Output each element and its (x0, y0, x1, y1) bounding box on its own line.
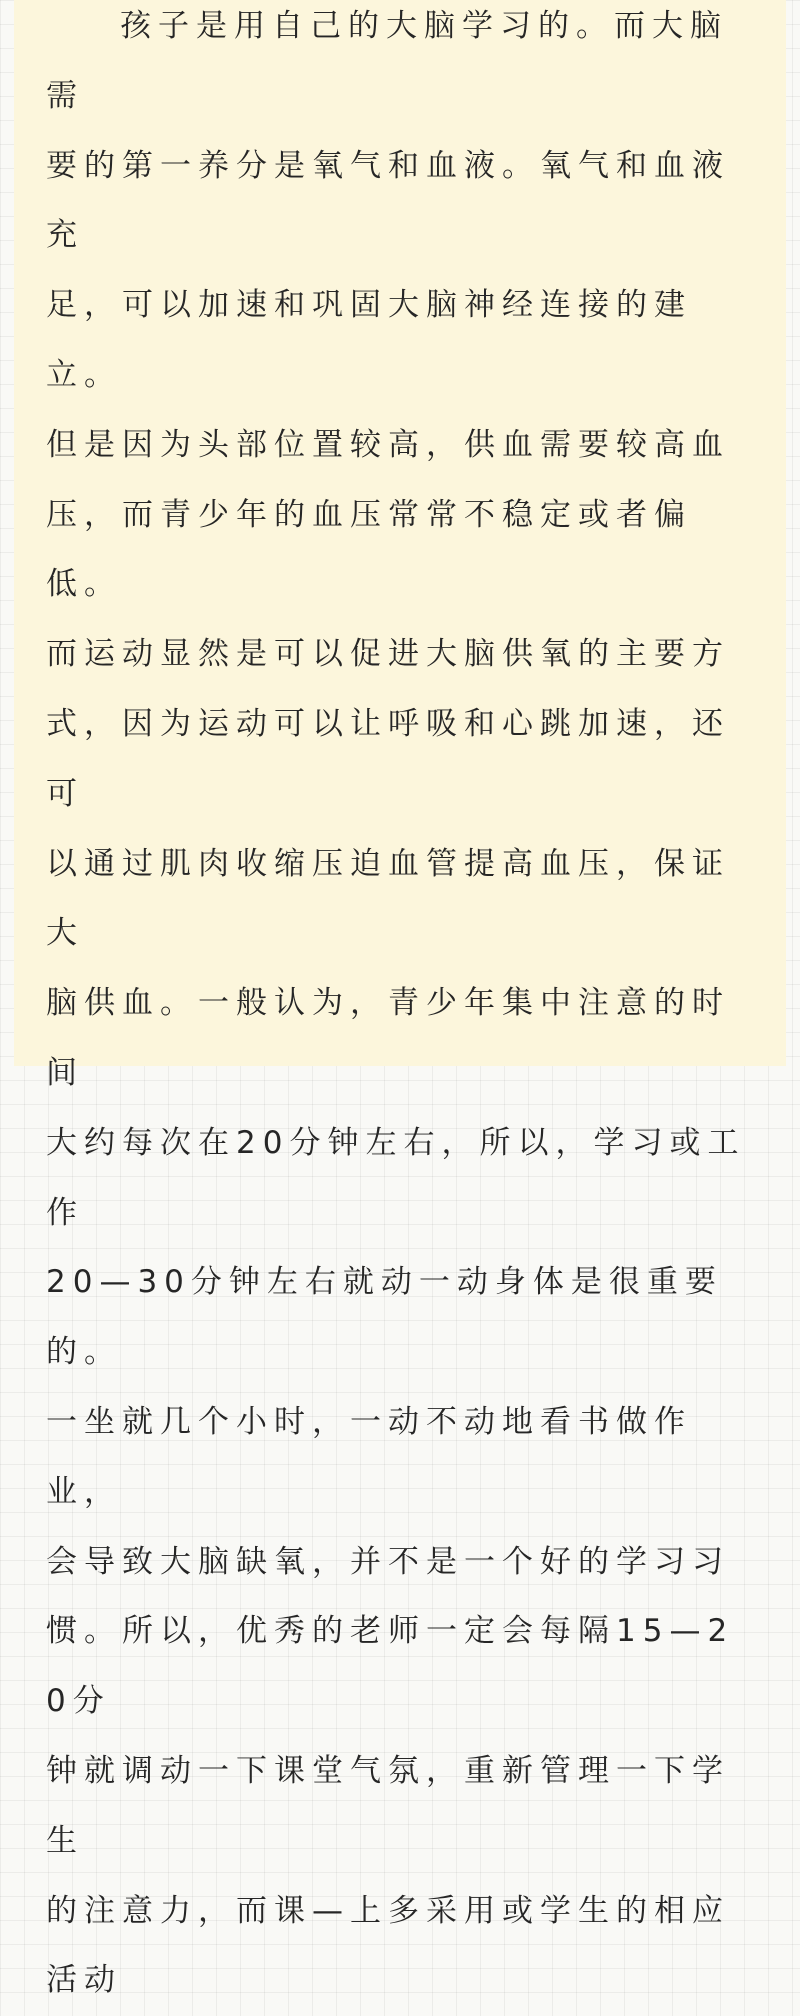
article-paragraph: 孩子是用自己的大脑学习的。而大脑需 要的第一养分是氧气和血液。氧气和血液充 足，可以加速和巩固大脑神经连接的建立。 但是因为头部位置较高，供血需要较高血 压，而青少年的血压常常不稳定或者偏低。 而运动显然是可以促进大脑供氧的主要方 式，因为运动可以让呼吸和心跳加速，还可 以通过肌肉收缩压迫血管提高血压，保证大 脑供血。一般认为，青少年集中注意的时间 大约每次在20分钟左右，所以，学习或工作 20—30分钟左右就动一动身体是很重要的。 一坐就几个小时，一动不动地看书做作业， 会导致大脑缺氧，并不是一个好的学习习 惯。所以，优秀的老师一定会每隔15—20分 钟就调动一下课堂气氛，重新管理一下学生 的注意力，而课—上多采用或学生的相应活动 (46, 8, 746, 1999)
article-page (14, 0, 786, 1999)
